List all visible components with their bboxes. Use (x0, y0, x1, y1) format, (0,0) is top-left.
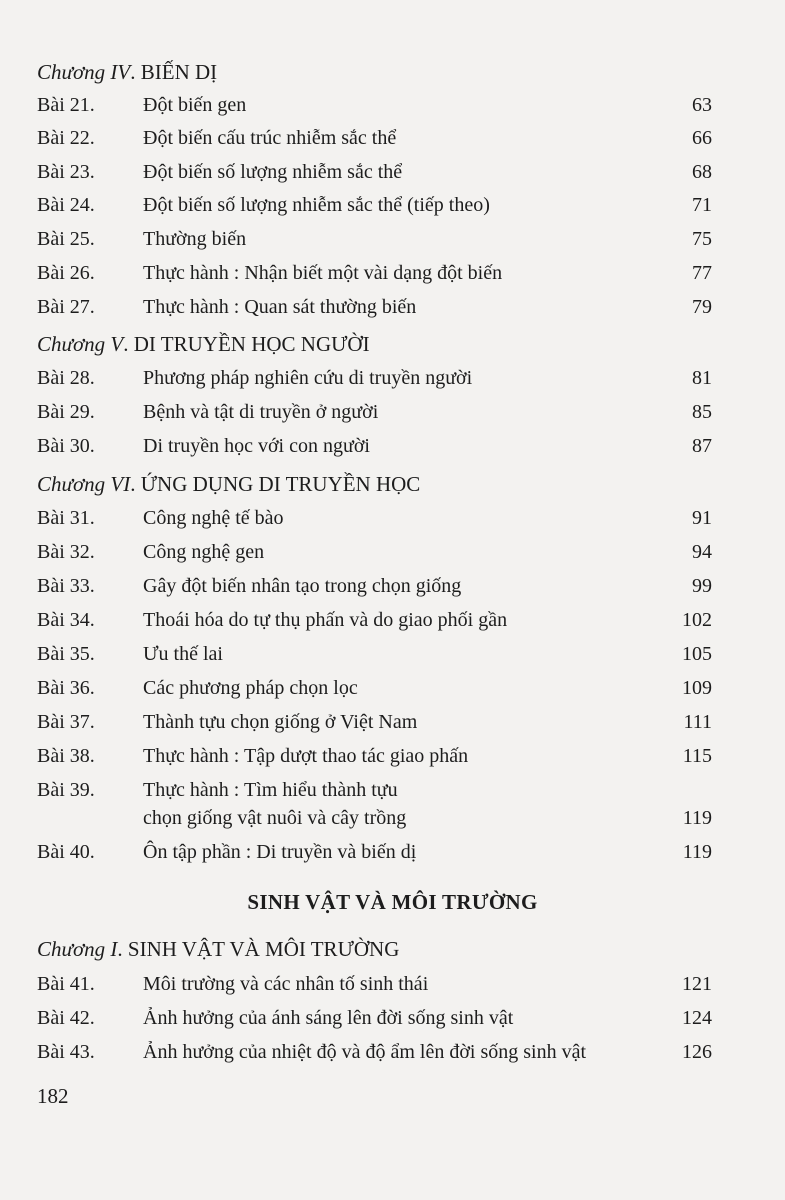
lesson-number: Bài 26. (37, 262, 95, 284)
lesson-page: 99 (692, 575, 712, 597)
lesson-page: 126 (682, 1041, 712, 1063)
lesson-title: Đột biến gen (143, 94, 247, 116)
lesson-page: 85 (692, 401, 712, 423)
lesson-page: 75 (692, 228, 712, 250)
chapter-title: . BIẾN DỊ (130, 60, 218, 84)
lesson-number: Bài 25. (37, 228, 95, 250)
lesson-page: 77 (692, 262, 712, 284)
lesson-page: 111 (683, 711, 712, 733)
chapter-label: Chương V (37, 332, 124, 356)
lesson-title: Thực hành : Tập dượt thao tác giao phấn (143, 745, 469, 767)
chapter-title: . DI TRUYỀN HỌC NGƯỜI (123, 332, 370, 356)
lesson-number: Bài 24. (37, 194, 95, 216)
lesson-number: Bài 41. (37, 973, 95, 995)
lesson-title: Đột biến số lượng nhiễm sắc thể (tiếp theo) (143, 194, 490, 216)
lesson-title: Thực hành : Quan sát thường biến (143, 296, 417, 318)
lesson-title: Ảnh hưởng của ánh sáng lên đời sống sinh vật (143, 1007, 514, 1029)
lesson-number: Bài 40. (37, 841, 95, 863)
lesson-page: 79 (692, 296, 712, 318)
lesson-title: Di truyền học với con người (143, 435, 370, 457)
lesson-page: 81 (692, 367, 712, 389)
lesson-number: Bài 22. (37, 127, 95, 149)
lesson-page: 94 (692, 541, 712, 563)
chapter-heading (37, 332, 370, 357)
lesson-page: 102 (682, 609, 712, 631)
lesson-page: 119 (682, 841, 712, 863)
page-number: 182 (37, 1084, 69, 1108)
lesson-title: Thường biến (143, 228, 247, 250)
lesson-number: Bài 35. (37, 643, 95, 665)
lesson-page: 124 (682, 1007, 712, 1029)
chapter-heading (37, 472, 420, 497)
lesson-title: Các phương pháp chọn lọc (143, 677, 358, 699)
lesson-title: Thực hành : Nhận biết một vài dạng đột biến (143, 262, 503, 284)
lesson-title: Thành tựu chọn giống ở Việt Nam (143, 711, 418, 733)
lesson-page: 109 (682, 677, 712, 699)
lesson-number: Bài 33. (37, 575, 95, 597)
lesson-number: Bài 34. (37, 609, 95, 631)
lesson-page: 105 (682, 643, 712, 665)
chapter-title: . ỨNG DỤNG DI TRUYỀN HỌC (130, 472, 421, 496)
chapter-title: . SINH VẬT VÀ MÔI TRƯỜNG (117, 937, 400, 961)
lesson-number: Bài 21. (37, 94, 95, 116)
lesson-title: Ôn tập phần : Di truyền và biến dị (143, 841, 417, 863)
lesson-title: Phương pháp nghiên cứu di truyền người (143, 367, 473, 389)
lesson-page: 68 (692, 161, 712, 183)
lesson-number: Bài 38. (37, 745, 95, 767)
lesson-page: 71 (692, 194, 712, 216)
lesson-title: Ưu thế lai (143, 643, 223, 665)
lesson-title: Môi trường và các nhân tố sinh thái (143, 973, 429, 995)
lesson-page: 115 (682, 745, 712, 767)
lesson-number: Bài 43. (37, 1041, 95, 1063)
part-heading: SINH VẬT VÀ MÔI TRƯỜNG (247, 890, 538, 914)
lesson-page: 121 (682, 973, 712, 995)
lesson-title: Đột biến số lượng nhiễm sắc thể (143, 161, 403, 183)
lesson-number: Bài 31. (37, 507, 95, 529)
lesson-page: 119 (682, 807, 712, 829)
lesson-number: Bài 27. (37, 296, 95, 318)
chapter-heading (37, 937, 399, 962)
lesson-title: Công nghệ gen (143, 541, 265, 563)
lesson-number: Bài 37. (37, 711, 95, 733)
lesson-number: Bài 42. (37, 1007, 95, 1029)
lesson-number: Bài 36. (37, 677, 95, 699)
lesson-page: 91 (692, 507, 712, 529)
lesson-number: Bài 32. (37, 541, 95, 563)
lesson-title-continued: chọn giống vật nuôi và cây trồng (143, 807, 407, 829)
lesson-page: 66 (692, 127, 712, 149)
lesson-title: Bệnh và tật di truyền ở người (143, 401, 379, 423)
lesson-title: Công nghệ tế bào (143, 507, 284, 529)
chapter-label: Chương I (37, 937, 118, 961)
lesson-title: Thực hành : Tìm hiểu thành tựu (143, 779, 398, 801)
chapter-heading (37, 60, 217, 85)
lesson-title: Thoái hóa do tự thụ phấn và do giao phối gần (143, 609, 508, 631)
chapter-label: Chương VI (37, 472, 131, 496)
lesson-number: Bài 30. (37, 435, 95, 457)
lesson-number: Bài 39. (37, 779, 95, 801)
lesson-number: Bài 28. (37, 367, 95, 389)
chapter-label: Chương IV (37, 60, 131, 84)
lesson-title: Ảnh hưởng của nhiệt độ và độ ẩm lên đời sống sinh vật (143, 1041, 587, 1063)
lesson-title: Gây đột biến nhân tạo trong chọn giống (143, 575, 462, 597)
lesson-number: Bài 29. (37, 401, 95, 423)
lesson-title: Đột biến cấu trúc nhiễm sắc thể (143, 127, 397, 149)
lesson-page: 63 (692, 94, 712, 116)
lesson-number: Bài 23. (37, 161, 95, 183)
lesson-page: 87 (692, 435, 712, 457)
